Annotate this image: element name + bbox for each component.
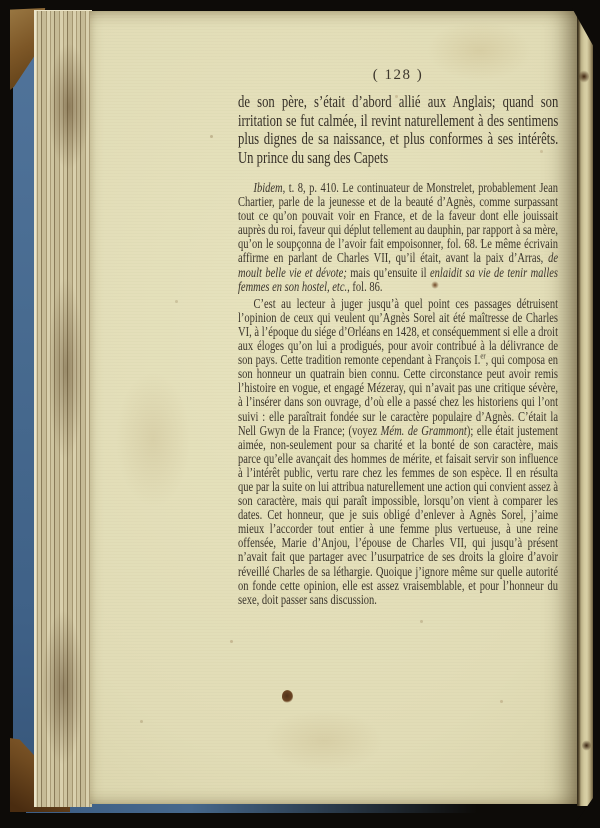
footnote1-text-b: mais qu’ensuite il [346, 264, 430, 280]
footnote2-superscript: er [480, 350, 486, 361]
footnote-paragraph-2 [238, 297, 558, 607]
footnote2-text-b: , qui composa en son honneur un quatrain bien connu. Cette circonstance peut avoir remis l’histoire en vogue, et engagé Mézeray, qui n’avait pas une critique sévère, à l’insérer dans son ouvrage, d’où elle a passé chez les historiens qui l’ont suivi : elle paraîtrait fondée sur le caractère populaire d’Agnès. C’était la Nell Gwyn de la France; (voyez [238, 352, 559, 438]
foxing-freckles [90, 11, 93, 14]
book-page [90, 11, 577, 804]
stain-spot [582, 740, 591, 751]
footnote2-text-c: ); elle était justement aimée, non-seulement pour sa charité et la bonté de son caractère, mais parce qu’elle avançait des hommes de mérite, et faisait servir son influence à l’intérêt public, vertu rare chez les femmes de son espèce. Il en résulta que par la suite on lui attribua naturellement une action qui convient assez à son caractère, mais qui paraît impossible, lorsqu’on vient à comparer les dates. Cet honneur, que je suis obligé d’enlever à Agnès Sorel, j’aime mieux l’accorder tout entier à une femme plus vertueuse, à une reine offensée, Marie d’Anjou, l’épouse de Charles VII, qui jusqu’à présent n’avait fait que partager avec l’usurpatrice de ses droits la gloire d’avoir réveillé Charles de sa léthargie. Quoique j’ignore même sur quelle autorité on fonde cette opinion, elle est assez vraisemblable, et pour l’honneur du sexe, doit passer sans discussion. [238, 422, 559, 607]
footnote1-italic-a: de moult belle vie et dévote; [238, 250, 559, 280]
footnote2-italic-a: Mém. de Grammont [380, 422, 467, 438]
fanned-page-edges [34, 10, 92, 807]
body-paragraph [238, 93, 558, 167]
footnote1-text-c: , fol. 86. [347, 278, 383, 294]
next-page-edge [577, 12, 593, 806]
stain-spot [431, 281, 439, 289]
footnote1-text-a: , t. 8, p. 410. Le continuateur de Monstrelet, probablement Jean Chartier, parle de la jeunesse et de la beauté d’Agnès, comme surpassant tout ce qu’on pouvait voir en France, et de la faveur dont elle jouissait auprès du roi, faveur qui déplut tellement au dauphin, par rapport à sa mère, qu’on le soupçonna de l’avoir fait empoisonner, fol. 68. Le même écrivain affirme en parlant de Charles VII, qu’il était, avant la paix d’Arras, [238, 180, 559, 266]
footnote-paragraph-1 [238, 181, 558, 294]
folio-number: ( 128 ) [372, 67, 424, 83]
stain-spot [282, 690, 293, 703]
footnote-block [238, 181, 558, 607]
stain-spot [579, 70, 589, 83]
footnote1-italic-lead: Ibidem [253, 180, 283, 195]
footnote2-text-a: C’est au lecteur à juger jusqu’à quel point ces passages détruisent l’opinion de ceux qui veulent qu’Agnès Sorel ait été maîtresse de Charles VI, à l’époque du siége d’Orléans en 1428, et conséquemment si elle a droit aux éloges qu’on lui a prodigués, pour avoir contribué à la délivrance de son pays. Cette tradition remonte cependant à François I. [238, 295, 559, 368]
footnote1-italic-b: enlaidit sa vie de tenir malles femmes en son hostel, etc. [238, 264, 559, 294]
body-paragraph-text: de son père, s’était d’abord allié aux Anglais; quand son irritation se fut calmée, il revint naturellement à des sentimens plus dignes de sa naissance, et plus conformes à ses intérêts. Un prince du sang des Capets [238, 92, 559, 167]
book-cover-blue-board [13, 50, 36, 808]
